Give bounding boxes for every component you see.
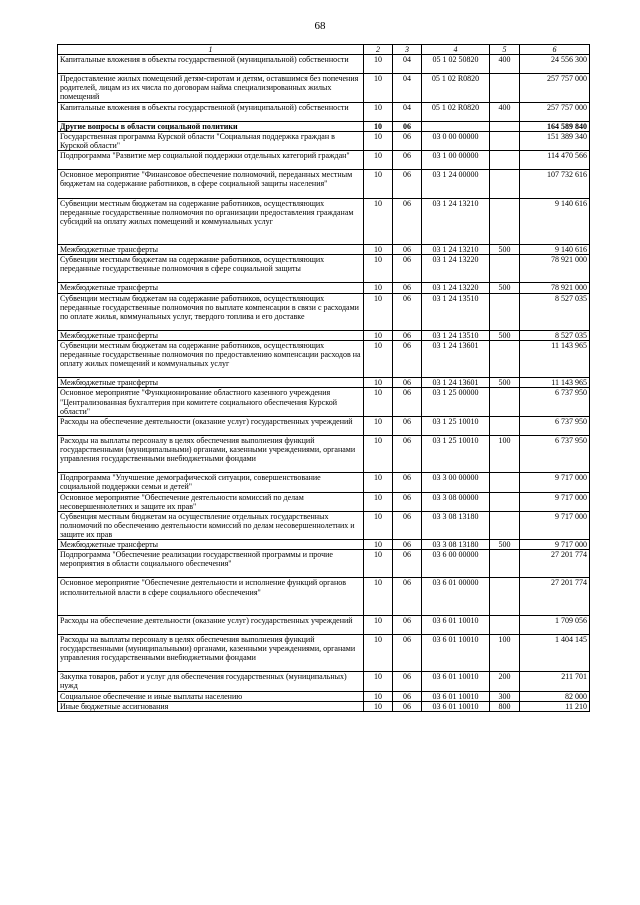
row-amount-cell: 24 556 300: [520, 55, 590, 74]
row-name-cell: Субвенции местным бюджетам на содержание работников, осуществляющих переданные государственные полномочия по предоставлению компенсации расходов на оплату жилых помещений и коммунальных услуг: [58, 341, 364, 378]
row-section-cell: 10: [364, 615, 393, 634]
row-target-article-cell: [422, 121, 490, 131]
table-row: [58, 330, 590, 340]
row-expense-type-cell: [490, 388, 520, 416]
row-section-cell: 10: [364, 198, 393, 245]
row-section-cell: 10: [364, 151, 393, 170]
table-row: [58, 701, 590, 711]
page-number: 68: [314, 20, 326, 32]
row-amount-cell: 9 717 000: [520, 492, 590, 511]
row-subsection-cell: 06: [393, 701, 422, 711]
row-name-cell: Подпрограмма "Обеспечение реализации государственной программы и прочие мероприятия в области социального обеспечения": [58, 550, 364, 578]
row-amount-cell: 78 921 000: [520, 255, 590, 283]
row-name-cell: Субвенции местным бюджетам на содержание работников, осуществляющих переданные государственные полномочия по выплате компенсации в связи с расходами по оплате жилья, коммунальных услуг, твердого топлива и его доставке: [58, 293, 364, 330]
row-target-article-cell: 03 1 24 13510: [422, 330, 490, 340]
row-subsection-cell: 06: [393, 550, 422, 578]
row-amount-cell: 27 201 774: [520, 550, 590, 578]
row-name-cell: Субвенции местным бюджетам на содержание работников, осуществляющих переданные государственные полномочия по организации предоставления гражданам субсидий на оплату жилых помещений и коммунальных услуг: [58, 198, 364, 245]
table-row: [58, 378, 590, 388]
row-amount-cell: 6 737 950: [520, 416, 590, 435]
row-subsection-cell: 06: [393, 245, 422, 255]
row-target-article-cell: 03 1 24 13210: [422, 198, 490, 245]
row-name-cell: Иные бюджетные ассигнования: [58, 701, 364, 711]
row-name-cell: Подпрограмма "Развитие мер социальной поддержки отдельных категорий граждан": [58, 151, 364, 170]
row-target-article-cell: 03 1 24 13220: [422, 255, 490, 283]
row-expense-type-cell: [490, 578, 520, 615]
header-col-5: 5: [490, 45, 520, 55]
row-target-article-cell: 03 1 24 13601: [422, 341, 490, 378]
row-expense-type-cell: [490, 293, 520, 330]
row-section-cell: 10: [364, 550, 393, 578]
row-expense-type-cell: 800: [490, 701, 520, 711]
row-name-cell: Межбюджетные трансферты: [58, 378, 364, 388]
table-row: [58, 511, 590, 539]
row-section-cell: 10: [364, 540, 393, 550]
row-amount-cell: 6 737 950: [520, 388, 590, 416]
row-expense-type-cell: [490, 131, 520, 150]
row-subsection-cell: 06: [393, 511, 422, 539]
row-subsection-cell: 06: [393, 330, 422, 340]
table-row: [58, 198, 590, 245]
row-amount-cell: 107 732 616: [520, 170, 590, 198]
table-row: [58, 435, 590, 472]
row-target-article-cell: 03 1 25 10010: [422, 416, 490, 435]
table-row: [58, 416, 590, 435]
row-expense-type-cell: [490, 121, 520, 131]
row-target-article-cell: 03 6 00 00000: [422, 550, 490, 578]
row-subsection-cell: 04: [393, 55, 422, 74]
row-target-article-cell: 03 1 24 13210: [422, 245, 490, 255]
row-amount-cell: 9 717 000: [520, 540, 590, 550]
row-section-cell: 10: [364, 388, 393, 416]
row-amount-cell: 9 717 000: [520, 511, 590, 539]
row-name-cell: Расходы на выплаты персоналу в целях обеспечения выполнения функций государственными (муниципальными) органами, казенными учреждениями, органами управления государственными внебюджетными фондами: [58, 435, 364, 472]
row-name-cell: Межбюджетные трансферты: [58, 330, 364, 340]
row-amount-cell: 114 470 566: [520, 151, 590, 170]
row-target-article-cell: 03 1 00 00000: [422, 151, 490, 170]
table-row: [58, 388, 590, 416]
row-target-article-cell: 03 1 24 13601: [422, 378, 490, 388]
row-name-cell: Субвенция местным бюджетам на осуществление отдельных государственных полномочий по обеспечению деятельности комиссий по делам несовершеннолетних и защите их прав: [58, 511, 364, 539]
row-subsection-cell: 06: [393, 378, 422, 388]
row-expense-type-cell: [490, 416, 520, 435]
row-name-cell: Основное мероприятие "Обеспечение деятельности и исполнение функций органов исполнительной власти в сфере социального обеспечения": [58, 578, 364, 615]
row-target-article-cell: 05 1 02 R0820: [422, 74, 490, 102]
row-section-cell: 10: [364, 121, 393, 131]
header-col-4: 4: [422, 45, 490, 55]
row-subsection-cell: 06: [393, 473, 422, 492]
header-row: [58, 45, 590, 55]
row-section-cell: 10: [364, 378, 393, 388]
table-row: [58, 151, 590, 170]
row-expense-type-cell: 200: [490, 672, 520, 691]
row-amount-cell: 257 757 000: [520, 74, 590, 102]
table-header: [58, 45, 590, 55]
row-target-article-cell: 03 6 01 10010: [422, 635, 490, 672]
row-amount-cell: 9 140 616: [520, 245, 590, 255]
row-section-cell: 10: [364, 341, 393, 378]
row-name-cell: Основное мероприятие "Функционирование областного казенного учреждения "Централизованная бухгалтерия при комитете социального обеспечения Курской области": [58, 388, 364, 416]
row-expense-type-cell: [490, 255, 520, 283]
row-section-cell: 10: [364, 701, 393, 711]
row-section-cell: 10: [364, 691, 393, 701]
row-target-article-cell: 03 1 25 10010: [422, 435, 490, 472]
row-section-cell: 10: [364, 293, 393, 330]
row-amount-cell: 78 921 000: [520, 283, 590, 293]
row-expense-type-cell: 500: [490, 245, 520, 255]
row-subsection-cell: 06: [393, 170, 422, 198]
row-amount-cell: 11 143 965: [520, 341, 590, 378]
row-name-cell: Социальное обеспечение и иные выплаты населению: [58, 691, 364, 701]
row-section-cell: 10: [364, 245, 393, 255]
row-amount-cell: 257 757 000: [520, 102, 590, 121]
table-row: [58, 255, 590, 283]
table-row: [58, 691, 590, 701]
row-amount-cell: 11 210: [520, 701, 590, 711]
row-name-cell: Основное мероприятие "Финансовое обеспечение полномочий, переданных местным бюджетам на содержание работников, в сфере социальной защиты населения": [58, 170, 364, 198]
row-expense-type-cell: 400: [490, 55, 520, 74]
row-subsection-cell: 06: [393, 691, 422, 701]
row-subsection-cell: 06: [393, 416, 422, 435]
row-section-cell: 10: [364, 672, 393, 691]
row-expense-type-cell: 500: [490, 378, 520, 388]
row-expense-type-cell: [490, 170, 520, 198]
row-name-cell: Расходы на выплаты персоналу в целях обеспечения выполнения функций государственными (муниципальными) органами, казенными учреждениями, органами управления государственными внебюджетными фондами: [58, 635, 364, 672]
table-row: [58, 283, 590, 293]
row-subsection-cell: 06: [393, 283, 422, 293]
header-col-3: 3: [393, 45, 422, 55]
table-row: [58, 615, 590, 634]
row-name-cell: Межбюджетные трансферты: [58, 540, 364, 550]
row-name-cell: Капитальные вложения в объекты государственной (муниципальной) собственности: [58, 55, 364, 74]
table-row: [58, 492, 590, 511]
row-expense-type-cell: [490, 151, 520, 170]
row-expense-type-cell: 100: [490, 635, 520, 672]
row-name-cell: Расходы на обеспечение деятельности (оказание услуг) государственных учреждений: [58, 615, 364, 634]
row-name-cell: Подпрограмма "Улучшение демографической ситуации, совершенствование социальной поддержки семьи и детей": [58, 473, 364, 492]
table-row: [58, 102, 590, 121]
row-section-cell: 10: [364, 473, 393, 492]
table-row: [58, 635, 590, 672]
row-section-cell: 10: [364, 74, 393, 102]
row-section-cell: 10: [364, 330, 393, 340]
row-subsection-cell: 06: [393, 131, 422, 150]
table-row: [58, 74, 590, 102]
row-subsection-cell: 06: [393, 388, 422, 416]
row-subsection-cell: 04: [393, 102, 422, 121]
row-expense-type-cell: 500: [490, 283, 520, 293]
table-row: [58, 578, 590, 615]
row-subsection-cell: 06: [393, 121, 422, 131]
row-subsection-cell: 06: [393, 492, 422, 511]
row-target-article-cell: 03 6 01 10010: [422, 701, 490, 711]
row-expense-type-cell: [490, 341, 520, 378]
row-name-cell: Капитальные вложения в объекты государственной (муниципальной) собственности: [58, 102, 364, 121]
row-section-cell: 10: [364, 102, 393, 121]
row-subsection-cell: 06: [393, 435, 422, 472]
table-row: [58, 550, 590, 578]
row-amount-cell: 8 527 035: [520, 330, 590, 340]
row-section-cell: 10: [364, 511, 393, 539]
table-row: [58, 55, 590, 74]
row-expense-type-cell: [490, 74, 520, 102]
row-section-cell: 10: [364, 55, 393, 74]
row-expense-type-cell: 300: [490, 691, 520, 701]
row-target-article-cell: 03 1 25 00000: [422, 388, 490, 416]
row-target-article-cell: 03 3 00 00000: [422, 473, 490, 492]
row-target-article-cell: 03 6 01 10010: [422, 672, 490, 691]
row-name-cell: Субвенции местным бюджетам на содержание работников, осуществляющих переданные государственные полномочия в сфере социальной защиты: [58, 255, 364, 283]
row-name-cell: Межбюджетные трансферты: [58, 283, 364, 293]
row-target-article-cell: 03 6 01 10010: [422, 615, 490, 634]
row-amount-cell: 82 000: [520, 691, 590, 701]
row-subsection-cell: 06: [393, 293, 422, 330]
row-target-article-cell: 05 1 02 50820: [422, 55, 490, 74]
row-amount-cell: 1 404 145: [520, 635, 590, 672]
row-section-cell: 10: [364, 283, 393, 293]
row-section-cell: 10: [364, 416, 393, 435]
row-name-cell: Другие вопросы в области социальной политики: [58, 121, 364, 131]
row-target-article-cell: 03 3 08 13180: [422, 540, 490, 550]
row-target-article-cell: 03 3 08 13180: [422, 511, 490, 539]
table-row: [58, 293, 590, 330]
row-target-article-cell: 03 1 24 13510: [422, 293, 490, 330]
table-body: [58, 55, 590, 712]
row-name-cell: Основное мероприятие "Обеспечение деятельности комиссий по делам несовершеннолетних и защите их прав": [58, 492, 364, 511]
table-row: [58, 473, 590, 492]
row-target-article-cell: 03 0 00 00000: [422, 131, 490, 150]
row-amount-cell: 6 737 950: [520, 435, 590, 472]
header-col-2: 2: [364, 45, 393, 55]
row-expense-type-cell: [490, 473, 520, 492]
row-amount-cell: 27 201 774: [520, 578, 590, 615]
row-name-cell: Предоставление жилых помещений детям-сиротам и детям, оставшимся без попечения родителей, лицам из их числа по договорам найма специализированных жилых помещений: [58, 74, 364, 102]
row-section-cell: 10: [364, 635, 393, 672]
table-row: [58, 341, 590, 378]
table-row: [58, 540, 590, 550]
row-amount-cell: 211 701: [520, 672, 590, 691]
row-amount-cell: 8 527 035: [520, 293, 590, 330]
table-row: [58, 131, 590, 150]
row-subsection-cell: 06: [393, 635, 422, 672]
row-expense-type-cell: 100: [490, 435, 520, 472]
row-target-article-cell: 03 6 01 00000: [422, 578, 490, 615]
row-subsection-cell: 06: [393, 255, 422, 283]
row-expense-type-cell: [490, 550, 520, 578]
row-section-cell: 10: [364, 492, 393, 511]
row-expense-type-cell: [490, 492, 520, 511]
row-subsection-cell: 06: [393, 540, 422, 550]
row-amount-cell: 1 709 056: [520, 615, 590, 634]
row-section-cell: 10: [364, 578, 393, 615]
row-target-article-cell: 03 1 24 00000: [422, 170, 490, 198]
table-row: [58, 170, 590, 198]
row-subsection-cell: 06: [393, 341, 422, 378]
row-expense-type-cell: 400: [490, 102, 520, 121]
row-amount-cell: 164 589 840: [520, 121, 590, 131]
row-name-cell: Государственная программа Курской области "Социальная поддержка граждан в Курской области": [58, 131, 364, 150]
row-expense-type-cell: 500: [490, 540, 520, 550]
row-subsection-cell: 06: [393, 615, 422, 634]
table-row: [58, 245, 590, 255]
row-subsection-cell: 06: [393, 198, 422, 245]
table-row: [58, 672, 590, 691]
row-subsection-cell: 06: [393, 578, 422, 615]
row-subsection-cell: 04: [393, 74, 422, 102]
row-amount-cell: 11 143 965: [520, 378, 590, 388]
header-col-6: 6: [520, 45, 590, 55]
row-section-cell: 10: [364, 255, 393, 283]
row-subsection-cell: 06: [393, 151, 422, 170]
row-expense-type-cell: [490, 511, 520, 539]
row-expense-type-cell: [490, 615, 520, 634]
row-target-article-cell: 03 6 01 10010: [422, 691, 490, 701]
row-target-article-cell: 03 3 08 00000: [422, 492, 490, 511]
row-amount-cell: 9 717 000: [520, 473, 590, 492]
row-target-article-cell: 03 1 24 13220: [422, 283, 490, 293]
row-subsection-cell: 06: [393, 672, 422, 691]
table-row: [58, 121, 590, 131]
row-amount-cell: 151 389 340: [520, 131, 590, 150]
row-name-cell: Межбюджетные трансферты: [58, 245, 364, 255]
row-section-cell: 10: [364, 170, 393, 198]
row-name-cell: Расходы на обеспечение деятельности (оказание услуг) государственных учреждений: [58, 416, 364, 435]
row-expense-type-cell: 500: [490, 330, 520, 340]
row-amount-cell: 9 140 616: [520, 198, 590, 245]
row-section-cell: 10: [364, 131, 393, 150]
row-target-article-cell: 05 1 02 R0820: [422, 102, 490, 121]
row-name-cell: Закупка товаров, работ и услуг для обеспечения государственных (муниципальных) нужд: [58, 672, 364, 691]
header-col-1: 1: [58, 45, 364, 55]
budget-table: [57, 44, 590, 712]
row-section-cell: 10: [364, 435, 393, 472]
row-expense-type-cell: [490, 198, 520, 245]
